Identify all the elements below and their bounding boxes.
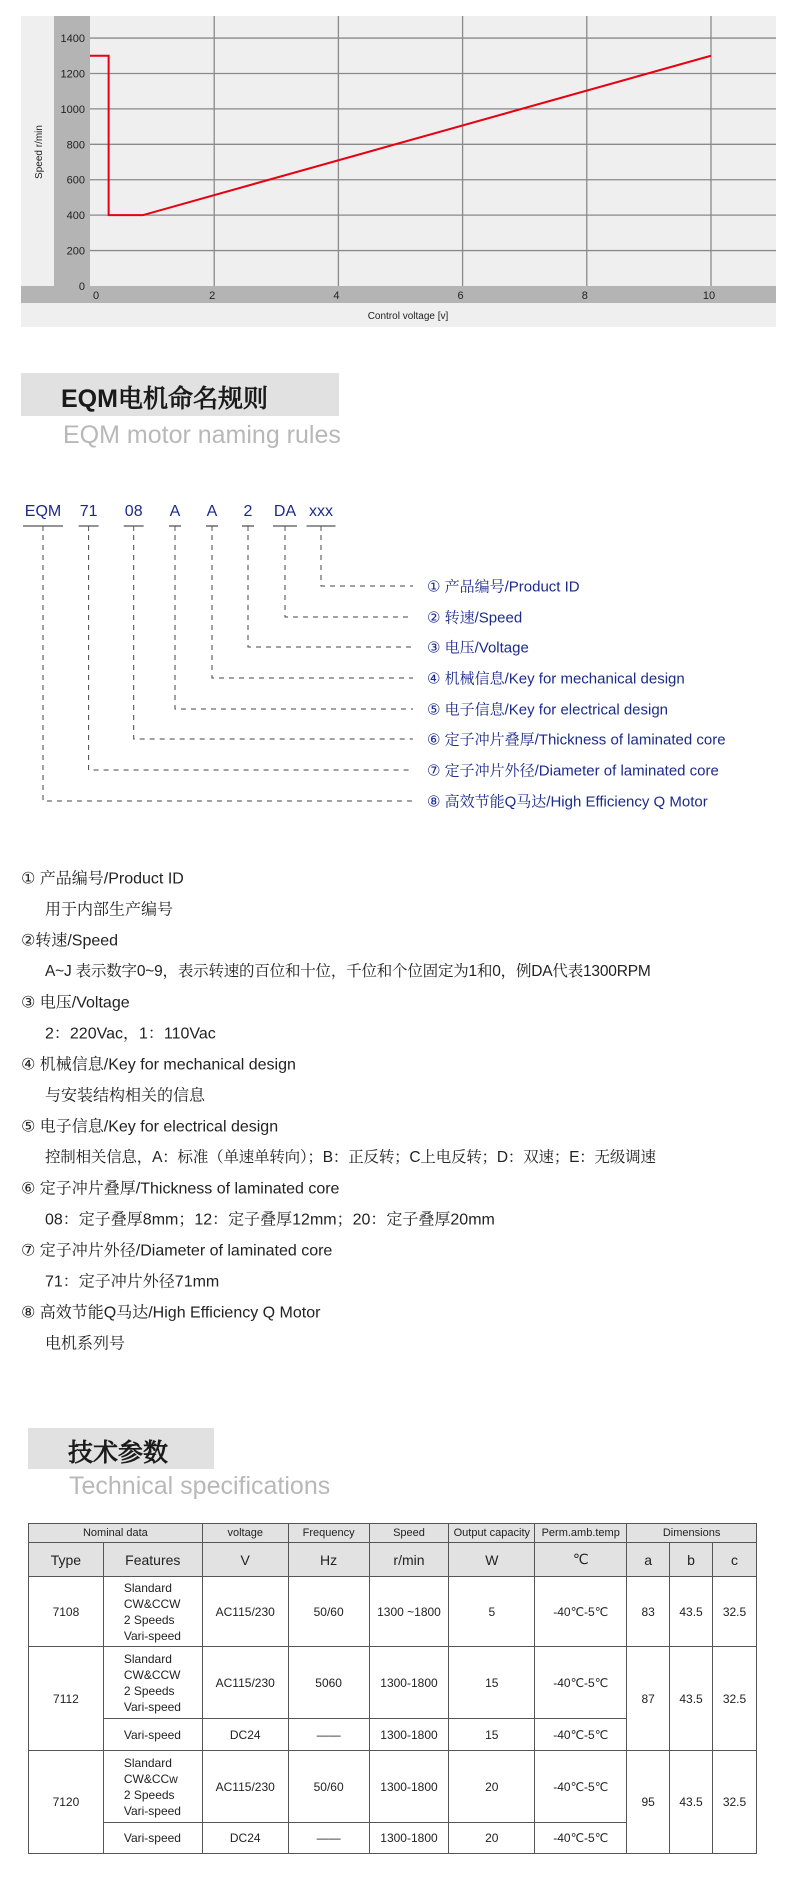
description-heading: ③ 电压/Voltage: [21, 994, 130, 1012]
hz-cell: 50/60: [288, 1577, 369, 1647]
temp-cell: -40℃-5℃: [535, 1647, 627, 1719]
y-tick-label: 1400: [60, 33, 85, 46]
y-tick-label: 200: [66, 245, 85, 258]
features-cell: [103, 1719, 202, 1751]
x-tick-label: 2: [209, 290, 216, 302]
leader-dashed-line: [248, 535, 413, 647]
v-cell: AC115/230: [202, 1751, 288, 1823]
y-tick-label: 600: [66, 174, 85, 187]
x-tick-label: 8: [581, 290, 588, 302]
feature-item: Vari-speed: [123, 1628, 181, 1643]
description-heading: ① 产品编号/Product ID: [21, 870, 184, 888]
naming-subtitle: EQM motor naming rules: [63, 421, 341, 449]
specs-table: [28, 1523, 757, 1854]
code-segment: EQM: [24, 503, 62, 520]
naming-diagram-lines: [0, 0, 790, 840]
feature-item: 2 Speeds: [123, 1612, 175, 1627]
dimension-a-cell: 87: [627, 1647, 670, 1751]
rpm-cell: 1300 ~1800: [369, 1577, 449, 1647]
y-tick-label: 0: [78, 281, 85, 293]
hz-cell: 50/60: [288, 1751, 369, 1823]
x-tick-label: 4: [333, 290, 340, 302]
column-header: a: [627, 1543, 670, 1577]
type-cell: 7112: [29, 1647, 104, 1751]
dimension-c-cell: 32.5: [713, 1751, 757, 1854]
description-heading: ⑧ 高效节能Q马达/High Efficiency Q Motor: [21, 1304, 321, 1322]
column-header: ℃: [535, 1543, 627, 1577]
feature-item: 2 Speeds: [123, 1683, 175, 1698]
column-group-header: Speed: [369, 1524, 449, 1543]
v-cell: DC24: [202, 1719, 288, 1751]
w-cell: 20: [449, 1751, 535, 1823]
description-body: 08：定子叠厚8mm；12：定子叠厚12mm；20：定子叠厚20mm: [45, 1211, 495, 1229]
column-group-header: Perm.amb.temp: [535, 1524, 627, 1543]
w-cell: 5: [449, 1577, 535, 1647]
temp-cell: -40℃-5℃: [535, 1719, 627, 1751]
w-cell: 15: [449, 1719, 535, 1751]
leader-dashed-line: [285, 535, 413, 617]
naming-label: ⑧ 高效节能Q马达/High Efficiency Q Motor: [427, 793, 708, 811]
column-group-header: Output capacity: [449, 1524, 535, 1543]
hz-cell: ——: [288, 1823, 369, 1854]
temp-cell: -40℃-5℃: [535, 1751, 627, 1823]
naming-label: ⑥ 定子冲片叠厚/Thickness of laminated core: [427, 731, 726, 749]
feature-item: Slandard: [123, 1580, 172, 1595]
leader-dashed-line: [89, 535, 413, 770]
feature-item: CW&CCw: [123, 1771, 178, 1786]
temp-cell: -40℃-5℃: [535, 1577, 627, 1647]
temp-cell: -40℃-5℃: [535, 1823, 627, 1854]
column-group-header: Dimensions: [627, 1524, 757, 1543]
specs-title: 技术参数: [68, 1439, 169, 1467]
description-body: 71：定子冲片外径71mm: [45, 1273, 220, 1291]
code-segment: xxx: [309, 503, 333, 520]
description-body: 控制相关信息，A：标准（单速单转向）；B：正反转；C上电反转；D：双速；E：无级调速: [45, 1149, 656, 1166]
leader-dashed-line: [212, 535, 413, 678]
column-header: Features: [103, 1543, 202, 1577]
x-tick-label: 10: [702, 290, 716, 302]
v-cell: AC115/230: [202, 1577, 288, 1647]
w-cell: 20: [449, 1823, 535, 1854]
description-heading: ⑦ 定子冲片外径/Diameter of laminated core: [21, 1242, 333, 1260]
code-segment: A: [169, 503, 181, 520]
features-cell: [103, 1823, 202, 1854]
column-group-header: voltage: [202, 1524, 288, 1543]
rpm-cell: 1300-1800: [369, 1647, 449, 1719]
code-segment: 2: [243, 503, 253, 520]
rpm-cell: 1300-1800: [369, 1751, 449, 1823]
leader-dashed-line: [43, 535, 413, 801]
v-cell: AC115/230: [202, 1647, 288, 1719]
code-segment: 08: [124, 503, 143, 520]
features-cell: [103, 1577, 202, 1647]
header-row: [29, 1524, 757, 1543]
naming-label: ② 转速/Speed: [427, 609, 523, 627]
y-tick-label: 400: [66, 210, 85, 223]
column-header: b: [670, 1543, 713, 1577]
description-heading: ④ 机械信息/Key for mechanical design: [21, 1056, 296, 1074]
description-heading: ②转速/Speed: [21, 932, 119, 950]
column-group-header: Nominal data: [29, 1524, 203, 1543]
features-cell: [103, 1751, 202, 1823]
description-body: 2：220Vac，1：110Vac: [45, 1025, 216, 1043]
leader-dashed-line: [321, 535, 413, 586]
dimension-b-cell: 43.5: [670, 1647, 713, 1751]
description-heading: ⑤ 电子信息/Key for electrical design: [21, 1118, 279, 1136]
leader-dashed-line: [175, 535, 413, 709]
column-header: c: [713, 1543, 757, 1577]
column-header: r/min: [369, 1543, 449, 1577]
description-body: 电机系列号: [45, 1335, 126, 1353]
column-header: W: [449, 1543, 535, 1577]
type-cell: 7108: [29, 1577, 104, 1647]
column-header: Hz: [288, 1543, 369, 1577]
x-tick-label: 6: [457, 290, 464, 302]
naming-label: ⑤ 电子信息/Key for electrical design: [427, 701, 669, 719]
v-cell: DC24: [202, 1823, 288, 1854]
hz-cell: ——: [288, 1719, 369, 1751]
y-axis-label: Speed r/min: [34, 125, 45, 179]
x-tick-label: 0: [92, 290, 100, 302]
table-row: [29, 1751, 757, 1823]
naming-label: ④ 机械信息/Key for mechanical design: [427, 670, 685, 688]
type-cell: 7120: [29, 1751, 104, 1854]
y-tick-label: 1000: [60, 103, 85, 116]
table-row: [29, 1647, 757, 1719]
table-row: [29, 1577, 757, 1647]
description-body: A~J 表示数字0~9，表示转速的百位和十位，千位和个位固定为1和0，例DA代表1300RPM: [45, 963, 651, 980]
naming-label: ① 产品编号/Product ID: [427, 578, 580, 596]
naming-label: ⑦ 定子冲片外径/Diameter of laminated core: [427, 762, 719, 780]
feature-item: Slandard: [123, 1651, 172, 1666]
y-tick-label: 1200: [60, 68, 85, 81]
dimension-c-cell: 32.5: [713, 1647, 757, 1751]
rpm-cell: 1300-1800: [369, 1719, 449, 1751]
column-group-header: Frequency: [288, 1524, 369, 1543]
feature-item: Vari-speed: [123, 1699, 181, 1714]
description-heading: ⑥ 定子冲片叠厚/Thickness of laminated core: [21, 1180, 340, 1198]
hz-cell: 5060: [288, 1647, 369, 1719]
code-segment: 71: [79, 503, 98, 520]
feature-item: Vari-speed: [123, 1803, 181, 1818]
naming-title: EQM电机命名规则: [61, 385, 268, 413]
y-tick-label: 800: [66, 139, 85, 152]
code-segment: A: [206, 503, 218, 520]
specs-subtitle: Technical specifications: [69, 1472, 331, 1500]
feature-item: Slandard: [123, 1755, 172, 1770]
x-axis-label: Control voltage [v]: [367, 311, 449, 322]
dimension-c-cell: 32.5: [713, 1577, 757, 1647]
dimension-a-cell: 83: [627, 1577, 670, 1647]
column-header: Type: [29, 1543, 104, 1577]
column-header: V: [202, 1543, 288, 1577]
code-segment: DA: [273, 503, 297, 520]
leader-dashed-line: [134, 535, 413, 739]
description-body: 与安装结构相关的信息: [45, 1087, 206, 1105]
dimension-b-cell: 43.5: [670, 1577, 713, 1647]
feature-item: Vari-speed: [123, 1727, 181, 1742]
dimension-b-cell: 43.5: [670, 1751, 713, 1854]
description-body: 用于内部生产编号: [45, 901, 174, 919]
naming-label: ③ 电压/Voltage: [427, 639, 529, 657]
rpm-cell: 1300-1800: [369, 1823, 449, 1854]
dimension-a-cell: 95: [627, 1751, 670, 1854]
feature-item: CW&CCW: [123, 1596, 181, 1611]
unit-header-row: [29, 1543, 757, 1577]
feature-item: Vari-speed: [123, 1831, 181, 1845]
feature-item: CW&CCW: [123, 1667, 181, 1682]
feature-item: 2 Speeds: [123, 1787, 175, 1802]
features-cell: [103, 1647, 202, 1719]
w-cell: 15: [449, 1647, 535, 1719]
